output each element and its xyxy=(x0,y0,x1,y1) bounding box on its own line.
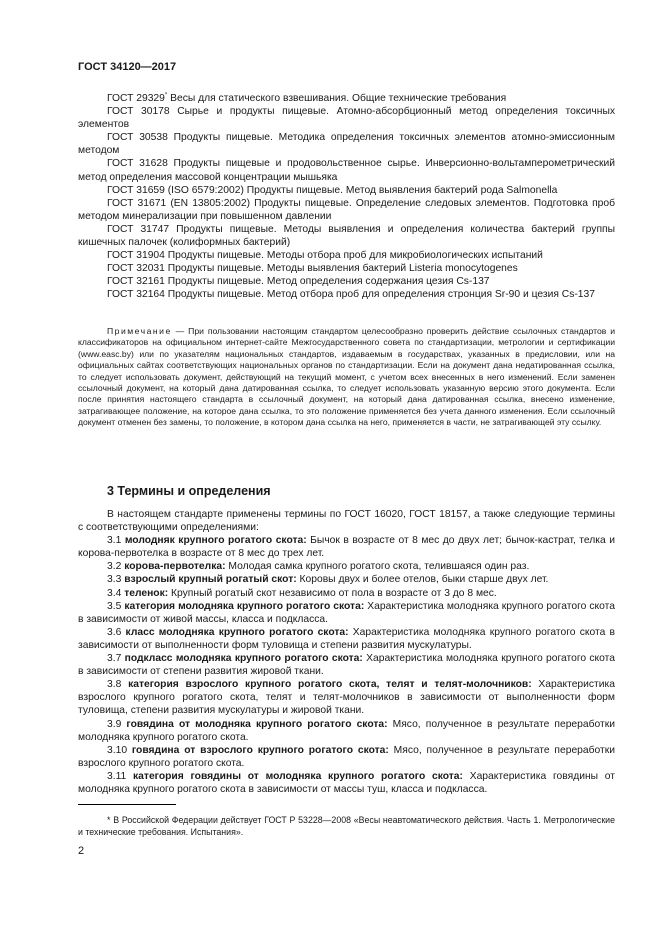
reference-item: ГОСТ 32161 Продукты пищевые. Метод определения содержания цезия Cs-137 xyxy=(107,276,490,288)
reference-item: ГОСТ 32031 Продукты пищевые. Методы выявления бактерий Listeria monocytogenes xyxy=(107,263,518,275)
reference-item: ГОСТ 31659 (ISO 6579:2002) Продукты пищевые. Метод выявления бактерий рода Salmonella xyxy=(107,184,558,196)
term-definition: 3.11 категория говядины от молодняка крупного рогатого скота: Характеристика говядины от молодняка крупного рогатого скота в зависимости от массы туш, класса и подкласса. xyxy=(78,770,616,795)
term-definition: 3.5 категория молодняка крупного рогатого скота: Характеристика молодняка крупного рогатого скота в зависимости от живой массы, класса и подкласса. xyxy=(78,600,615,625)
reference-item: ГОСТ 30178 Сырье и продукты пищевые. Атомно-абсорбционный метод определения токсичных элементов xyxy=(78,106,615,131)
term-definition: 3.9 говядина от молодняка крупного рогатого скота: Мясо, полученное в результате переработки молодняка крупного рогатого скота. xyxy=(78,718,615,743)
term-definition: 3.6 класс молодняка крупного рогатого скота: Характеристика молодняка крупного рогатого скота в зависимости от выполненности форм туловища и степени развития мускулатуры. xyxy=(78,626,615,651)
normative-references xyxy=(78,92,615,302)
reference-item: ГОСТ 31904 Продукты пищевые. Методы отбора проб для микробиологических испытаний xyxy=(107,250,543,262)
term-definition: 3.2 корова-первотелка: Молодая самка крупного рогатого скота, телившаяся один раз. xyxy=(107,561,530,573)
note-label: Примечание xyxy=(107,326,172,336)
term-definition: 3.10 говядина от взрослого крупного рогатого скота: Мясо, полученное в результате переработки взрослого крупного рогатого скота. xyxy=(78,744,616,769)
term-definition: 3.4 теленок: Крупный рогатый скот независимо от пола в возрасте от 3 до 8 мес. xyxy=(107,587,497,599)
footnote-divider xyxy=(78,804,176,805)
reference-item: ГОСТ 30538 Продукты пищевые. Методика определения токсичных элементов атомно-эмиссионным методом xyxy=(78,132,615,157)
footnote: * В Российской Федерации действует ГОСТ Р 53228—2008 «Весы неавтоматического действия. Часть 1. Метрологические и технические требования. Испытания». xyxy=(78,815,615,837)
note-block xyxy=(78,326,615,429)
section-intro: В настоящем стандарте применены термины по ГОСТ 16020, ГОСТ 18157, а также следующие термины с соответствующими определениями: xyxy=(78,509,615,534)
term-definition: 3.8 категория взрослого крупного рогатого скота, телят и телят-молочников: Характеристика взрослого крупного рогатого скота, телят и телят-молочников в зависимости от выполненности форм туловища, степени развития мускулатуры и жировой ткани. xyxy=(78,679,615,717)
term-definition: 3.3 взрослый крупный рогатый скот: Коровы двух и более отелов, быки старше двух лет. xyxy=(107,574,549,586)
document-code-header: ГОСТ 34120—2017 xyxy=(78,61,177,73)
reference-item: ГОСТ 31671 (EN 13805:2002) Продукты пищевые. Определение следовых элементов. Подготовка проб методом минерализации при повышенном давлении xyxy=(78,197,615,222)
reference-item: ГОСТ 32164 Продукты пищевые. Метод отбора проб для определения стронция Sr-90 и цезия Cs-137 xyxy=(107,289,595,301)
reference-item: ГОСТ 31628 Продукты пищевые и продовольственное сырье. Инверсионно-вольтамперометрический метод определения массовой концентрации мышьяка xyxy=(78,158,615,183)
reference-item: ГОСТ 31747 Продукты пищевые. Методы выявления и определения количества бактерий группы кишечных палочек (колиформных бактерий) xyxy=(78,223,615,249)
page-number: 2 xyxy=(78,845,85,857)
terms-list xyxy=(78,508,615,796)
section-heading: 3 Термины и определения xyxy=(107,484,271,498)
note-paragraph: Примечание — При пользовании настоящим стандартом целесообразно проверить действие ссылочных стандартов и классификаторов на официальном интернет-сайте Межгосударственного совета по стандартизации, метрологии и сертификации (www.easc.by) или по указателям национальных стандартов, издаваемым в государствах, указанных в предисловии, или на официальных сайтах соответствующих национальных органов по стандартизации. Если на документ дана недатированная ссылка, то следует использовать документ, действующий на текущий момент, с учетом всех внесенных в него изменений. Если заменен ссылочный документ, на который дана датированная ссылка, то следует использовать указанную версию этого документа. Если после принятия настоящего стандарта в ссылочный документ, на который дана датированная ссылка, внесено изменение, затрагивающее положение, на которое дана ссылка, то это положение применяется без учета данного изменения. Если ссылочный документ отменен без замены, то положение, в котором дана ссылка на него, применяется в части, не затрагивающей эту ссылку. xyxy=(78,326,615,428)
term-definition: 3.7 подкласс молодняка крупного рогатого скота: Характеристика молодняка крупного рогатого скота в зависимости от степени развития жировой ткани. xyxy=(78,653,615,678)
term-definition: 3.1 молодняк крупного рогатого скота: Бычок в возрасте от 8 мес до двух лет; бычок-кастрат, телка и корова-первотелка в возрасте от 8 мес до трех лет. xyxy=(78,535,615,560)
reference-item: ГОСТ 29329* Весы для статического взвешивания. Общие технические требования xyxy=(107,92,507,104)
